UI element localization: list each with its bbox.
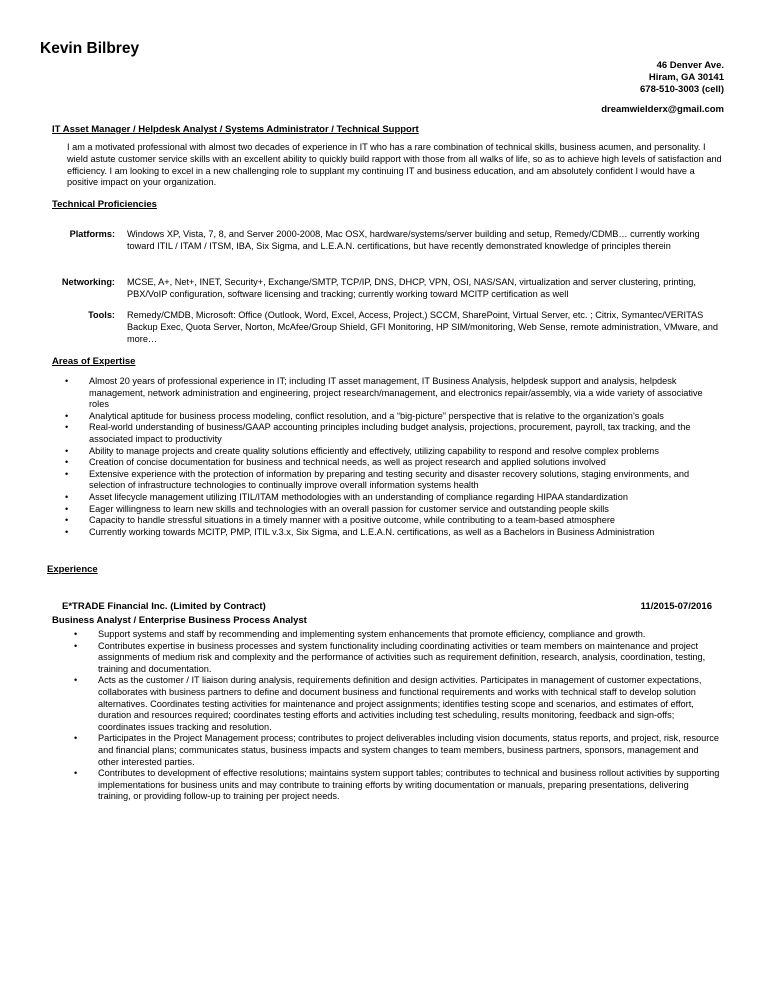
list-item: • Real-world understanding of business/GAAP accounting principles including budget analysis, projections, procurement, payroll, tax tracking, and the associated impact to productivity [65, 422, 725, 445]
contact-block [601, 60, 724, 116]
job-company: E*TRADE Financial Inc. (Limited by Contract) [62, 601, 266, 612]
proficiency-row-tools [40, 310, 730, 346]
list-item: • Analytical aptitude for business process modeling, conflict resolution, and a “big-picture” perspective that is relative to the organization’s goals [65, 411, 725, 423]
proficiencies-title: Technical Proficiencies [52, 199, 157, 210]
proficiency-text: MCSE, A+, Net+, INET, Security+, Exchange/SMTP, TCP/IP, DNS, DHCP, VPN, OSI, NAS/SAN, virtualization and server clustering, printing, PBX/VoIP configuration, software licensing and tracking; currently working toward MCITP certification as well [127, 277, 696, 299]
list-item: • Acts as the customer / IT liaison during analysis, requirements definition and design activities. Participates in management of customer expectations, collaborates with business partners to define and document business and functional requirements and works with technical staff to develop solution alternatives. Coordinates testing activities for maintenance and project assignments; identifies testing scope and scenarios, and estimates of effort, duration and resources required; coordinates testing efforts and activities including test scheduling, results monitoring, feedback and sign-offs; coordinates issues tracking and resolution. [74, 675, 722, 733]
list-item: • Support systems and staff by recommending and implementing system enhancements that promote efficiency, compliance and growth. [74, 629, 722, 641]
phone-line: 678-510-3003 (cell) [640, 84, 724, 95]
list-item: • Almost 20 years of professional experience in IT; including IT asset management, IT Business Analysis, helpdesk support and analysis, helpdesk management, network administration and engineering, project research/management, and electronics repair/assembly, via a wide variety of associative roles [65, 376, 725, 411]
experience-title: Experience [47, 564, 98, 575]
objective-title: IT Asset Manager / Helpdesk Analyst / Systems Administrator / Technical Support [52, 124, 419, 135]
expertise-list [65, 376, 725, 538]
proficiency-text: Windows XP, Vista, 7, 8, and Server 2000-2008, Mac OSX, hardware/systems/server building and setup, Remedy/CDMB… currently working toward ITIL / ITAM / ITSM, IBA, Six Sigma, and L.E.A.N. certifications, but have recently demonstrated knowledge of principles therein [127, 229, 700, 251]
candidate-name: Kevin Bilbrey [40, 40, 140, 57]
proficiency-row-networking [40, 277, 730, 301]
email-line: dreamwielderx@gmail.com [601, 104, 724, 115]
list-item: • Contributes to development of effective resolutions; maintains system support tables; contributes to technical and business rollout activities by supporting implementations for business units and may contribute to training efforts by writing documentation or manuals, preparing presentations, delivering training, or providing follow-up to training per project needs. [74, 768, 722, 803]
job-duties-list [74, 629, 722, 803]
list-item: • Ability to manage projects and create quality solutions efficiently and effectively, utilizing capability to respond and resolve complex problems [65, 446, 725, 458]
proficiency-label: Platforms: [69, 229, 115, 239]
list-item: • Asset lifecycle management utilizing ITIL/ITAM methodologies with an understanding of compliance regarding HIPAA standardization [65, 492, 725, 504]
list-item: • Capacity to handle stressful situations in a timely manner with a positive outcome, while contributing to a team-based atmosphere [65, 515, 725, 527]
proficiency-label: Tools: [88, 310, 115, 320]
list-item: • Extensive experience with the protection of information by preparing and testing security and disaster recovery solutions, staging environments, and selection of infrastructure technologies to continually improve overall information systems health [65, 469, 725, 492]
proficiency-row-platforms [40, 229, 730, 265]
objective-text: I am a motivated professional with almost two decades of experience in IT who has a rare combination of technical skills, business acumen, and personality. I wield astute customer service skills with an excellent ability to quickly build rapport with those from all walks of life, so as to achieve high levels of satisfaction and efficiency. I am looking to excel in a new challenging role to supplant my continuing IT and business education, and am absolutely confident I would have a positive impact on your organization. [67, 142, 722, 188]
job-dates: 11/2015-07/2016 [640, 601, 712, 612]
city-line: Hiram, GA 30141 [648, 72, 724, 83]
list-item: • Contributes expertise in business processes and system functionality including coordinating activities or team members on maintenance and project assignments of medium risk and complexity and the performance of activities such as requirement definition, research, analysis, coordination, testing, training and documentation. [74, 641, 722, 676]
address-line: 46 Denver Ave. [656, 60, 724, 71]
expertise-title: Areas of Expertise [52, 356, 136, 367]
list-item: • Eager willingness to learn new skills and technologies with an overall passion for customer service and outstanding people skills [65, 504, 725, 516]
list-item: • Creation of concise documentation for business and technical needs, as well as project research and applied solutions involved [65, 457, 725, 469]
proficiency-text: Remedy/CMDB, Microsoft: Office (Outlook, Word, Excel, Access, Project,) SCCM, SharePoint, Virtual Server, etc. ; Citrix, Symantec/VERITAS Backup Exec, Quota Server, Norton, McAfee/Group Shield, GFI Monitoring, HP SIM/monitoring, Web Sense, remote administration, VMware, and more… [127, 310, 718, 344]
list-item: • Currently working towards MCITP, PMP, ITIL v.3.x, Six Sigma, and L.E.A.N. certifications, as well as a Bachelors in Business Administration [65, 527, 725, 539]
list-item: • Participates in the Project Management process; contributes to project deliverables including vision documents, status reports, and project, risk, resource and financial plans; communicates status, business impacts and system changes to team members, business partners, sponsors, management and other interested parties. [74, 733, 722, 768]
proficiency-label: Networking: [61, 277, 115, 287]
job-role: Business Analyst / Enterprise Business Process Analyst [52, 615, 307, 626]
